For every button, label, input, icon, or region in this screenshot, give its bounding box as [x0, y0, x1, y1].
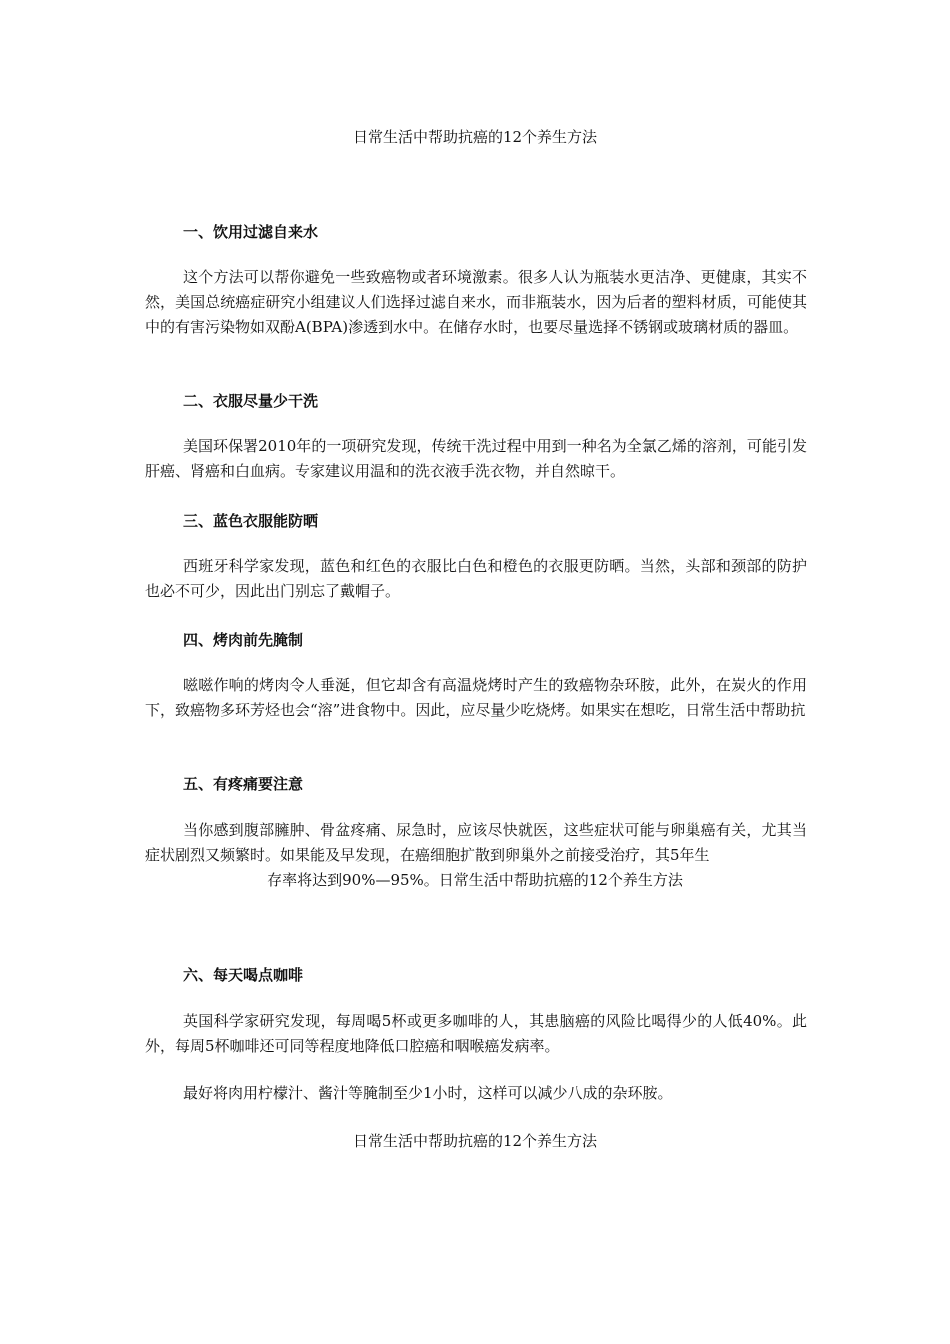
extra-note: 最好将肉用柠檬汁、酱汁等腌制至少1小时，这样可以减少八成的杂环胺。	[183, 1084, 673, 1102]
section-body-5: 当你感到腹部臃肿、骨盆疼痛、尿急时，应该尽快就医，这些症状可能与卵巢癌有关，尤其当症状剧烈又频繁时。如果能及早发现，在癌细胞扩散到卵巢外之前接受治疗，其5年生	[145, 821, 807, 864]
section-heading-1: 一、饮用过滤自来水	[183, 223, 319, 241]
section-body-3: 西班牙科学家发现，蓝色和红色的衣服比白色和橙色的衣服更防晒。当然，头部和颈部的防护也必不可少，因此出门别忘了戴帽子。	[145, 557, 807, 600]
footer-title: 日常生活中帮助抗癌的12个养生方法	[352, 1132, 598, 1150]
page-title: 日常生活中帮助抗癌的12个养生方法	[352, 128, 598, 146]
section-heading-6: 六、每天喝点咖啡	[183, 966, 304, 984]
section-body-1: 这个方法可以帮你避免一些致癌物或者环境激素。很多人认为瓶装水更洁净、更健康，其实不然，美国总统癌症研究小组建议人们选择过滤自来水，而非瓶装水，因为后者的塑料材质，可能使其中的有害污染物如双酚A(BPA)渗透到水中。在储存水时，也要尽量选择不锈钢或玻璃材质的器皿。	[145, 268, 807, 336]
section-heading-4: 四、烤肉前先腌制	[183, 631, 304, 649]
section-heading-2: 二、衣服尽量少干洗	[183, 392, 319, 410]
section-heading-3: 三、蓝色衣服能防晒	[183, 512, 319, 530]
section-heading-5: 五、有疼痛要注意	[183, 775, 304, 793]
section-body-6: 英国科学家研究发现，每周喝5杯或更多咖啡的人，其患脑癌的风险比喝得少的人低40%。此外，每周5杯咖啡还可同等程度地降低口腔癌和咽喉癌发病率。	[145, 1012, 807, 1055]
section-body-5-tail: 存率将达到90%—95%。日常生活中帮助抗癌的12个养生方法	[267, 871, 683, 889]
section-body-2: 美国环保署2010年的一项研究发现，传统干洗过程中用到一种名为全氯乙烯的溶剂，可能引发肝癌、肾癌和白血病。专家建议用温和的洗衣液手洗衣物，并自然晾干。	[145, 437, 807, 480]
section-body-4: 嗞嗞作响的烤肉令人垂涎，但它却含有高温烧烤时产生的致癌物杂环胺，此外，在炭火的作用下，致癌物多环芳烃也会“溶”进食物中。因此，应尽量少吃烧烤。如果实在想吃，日常生活中帮助抗	[145, 676, 807, 719]
